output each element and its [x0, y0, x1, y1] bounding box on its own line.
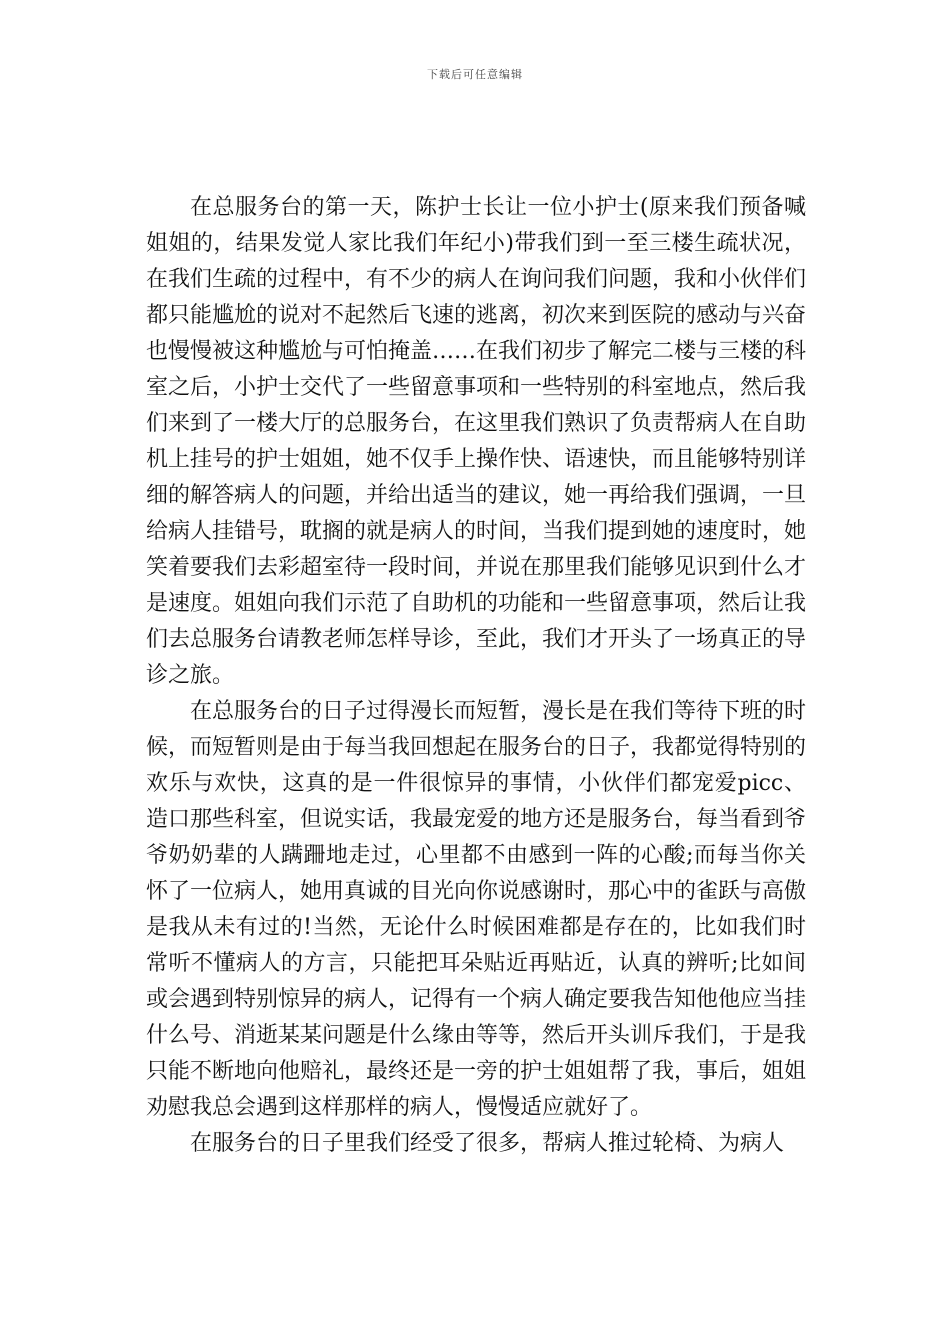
paragraph-3: 在服务台的日子里我们经受了很多，帮病人推过轮椅、为病人: [190, 1131, 785, 1156]
document-body: [146, 190, 806, 1162]
paragraph-1: 在总服务台的第一天，陈护士长让一位小护士(原来我们预备喊姐姐的，结果发觉人家比我们年纪小)带我们到一至三楼生疏状况，在我们生疏的过程中，有不少的病人在询问我们问题，我和小伙伴们都只能尴尬的说对不起然后飞速的逃离，初次来到医院的感动与兴奋也慢慢被这种尴尬与可怕掩盖……在我们初步了解完二楼与三楼的科室之后，小护士交代了一些留意事项和一些特别的科室地点，然后我们来到了一楼大厅的总服务台，在这里我们熟识了负责帮病人在自助机上挂号的护士姐姐，她不仅手上操作快、语速快，而且能够特别详细的解答病人的问题，并给出适当的建议，她一再给我们强调，一旦给病人挂错号，耽搁的就是病人的时间，当我们提到她的速度时，她笑着要我们去彩超室待一段时间，并说在那里我们能够见识到什么才是速度。姐姐向我们示范了自助机的功能和一些留意事项，然后让我们去总服务台请教老师怎样导诊，至此，我们才开头了一场真正的导诊之旅。: [146, 195, 807, 688]
page-header-note: 下载后可任意编辑: [427, 68, 523, 81]
paragraph-2: 在总服务台的日子过得漫长而短暂，漫长是在我们等待下班的时候，而短暂则是由于每当我回想起在服务台的日子，我都觉得特别的欢乐与欢快，这真的是一件很惊异的事情，小伙伴们都宠爱picc、造口那些科室，但说实话，我最宠爱的地方还是服务台，每当看到爷爷奶奶辈的人蹒跚地走过，心里都不由感到一阵的心酸;而每当你关怀了一位病人，她用真诚的目光向你说感谢时，那心中的雀跃与高傲是我从未有过的!当然，无论什么时候困难都是存在的，比如我们时常听不懂病人的方言，只能把耳朵贴近再贴近，认真的辨听;比如间或会遇到特别惊异的病人，记得有一个病人确定要我告知他他应当挂什么号、消逝某某问题是什么缘由等等，然后开头训斥我们，于是我只能不断地向他赔礼，最终还是一旁的护士姐姐帮了我，事后，姐姐劝慰我总会遇到这样那样的病人，慢慢适应就好了。: [146, 699, 807, 1120]
